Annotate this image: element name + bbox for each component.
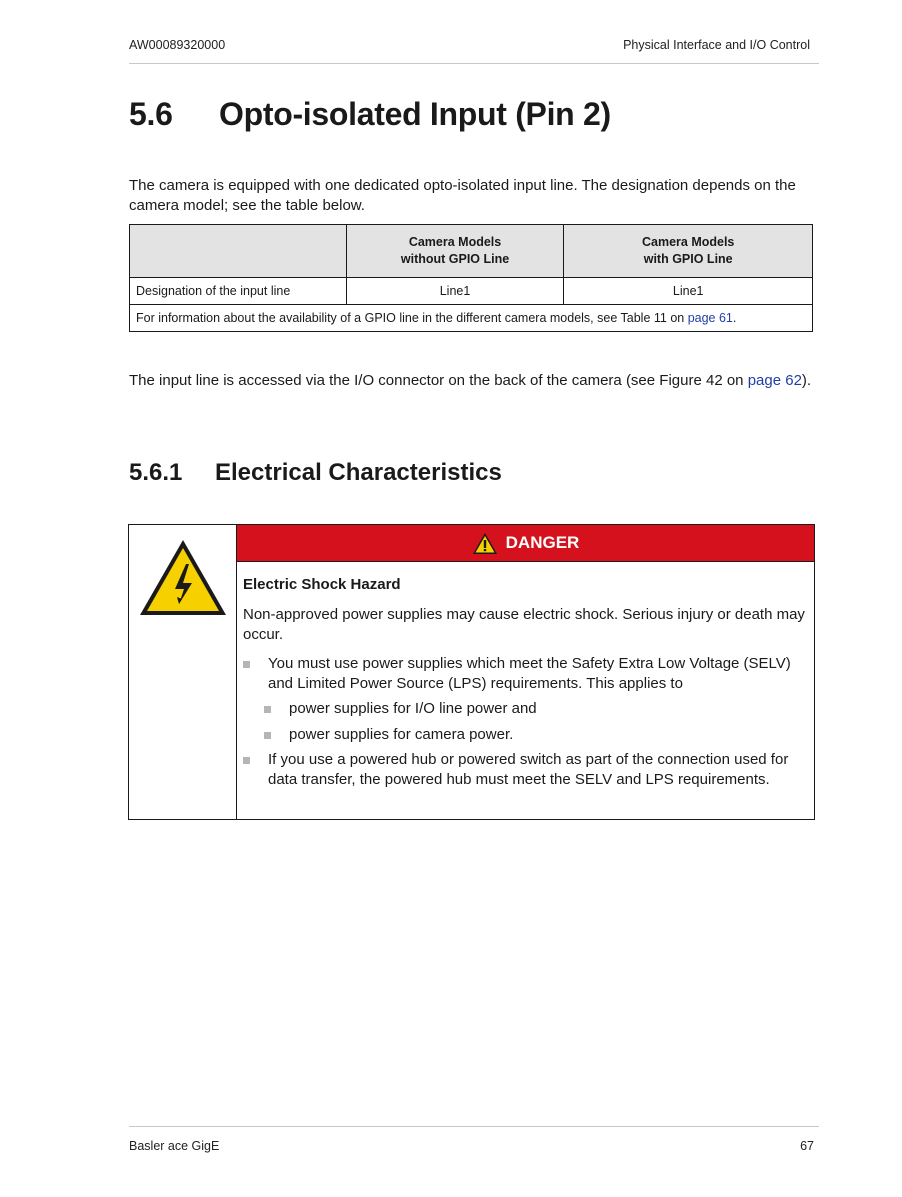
danger-title: Electric Shock Hazard — [243, 576, 401, 593]
danger-icon-column — [129, 525, 237, 819]
warning-triangle-icon — [472, 532, 498, 555]
table-cell-without-gpio: Line1 — [346, 278, 564, 305]
table-header-with-gpio — [564, 225, 813, 278]
footer-product: Basler ace GigE — [129, 1139, 220, 1153]
danger-bullet-2: If you use a powered hub or powered switch as part of the connection used for data transfer, the powered hub must meet the SELV and LPS requirements. — [268, 751, 789, 788]
table-header-row — [130, 225, 813, 278]
danger-bar — [237, 525, 814, 562]
danger-notice — [128, 524, 815, 820]
table-header-without-gpio-line2: without GPIO Line — [400, 252, 510, 266]
bullet-marker — [243, 661, 250, 668]
bullet-marker — [243, 757, 250, 764]
table-row — [130, 278, 813, 305]
table-header-with-gpio-line1: Camera Models — [641, 235, 735, 249]
footer-page-number: 67 — [800, 1139, 814, 1153]
table-header-with-gpio-line2: with GPIO Line — [643, 252, 733, 266]
header-doc-id: AW00089320000 — [129, 38, 226, 52]
access-paragraph-text: The input line is accessed via the I/O connector on the back of the camera (see Figure 42 on — [129, 372, 748, 389]
designation-table — [129, 224, 813, 332]
table-header-without-gpio — [346, 225, 564, 278]
header-rule — [129, 63, 819, 64]
danger-subbullet-2: power supplies for camera power. — [289, 726, 514, 743]
header-chapter: Physical Interface and I/O Control — [623, 38, 810, 52]
subsection-heading — [129, 459, 502, 487]
electric-shock-warning-icon — [137, 537, 229, 619]
section-title: Opto-isolated Input (Pin 2) — [219, 96, 611, 132]
footer-rule — [129, 1126, 819, 1127]
bullet-marker — [264, 706, 271, 713]
table-header-empty — [130, 225, 347, 278]
section-heading — [129, 96, 611, 133]
table-cell-with-gpio: Line1 — [564, 278, 813, 305]
table-note-row — [130, 305, 813, 332]
access-paragraph — [129, 371, 819, 391]
table-note-link[interactable]: page 61 — [687, 311, 733, 325]
subsection-number: 5.6.1 — [129, 459, 183, 486]
table-row-label: Designation of the input line — [130, 278, 347, 305]
danger-text: Non-approved power supplies may cause electric shock. Serious injury or death may occur. — [243, 606, 805, 643]
access-paragraph-link[interactable]: page 62 — [747, 372, 802, 389]
access-paragraph-end: ). — [801, 372, 812, 389]
intro-paragraph: The camera is equipped with one dedicated opto-isolated input line. The designation depends on the camera model; see the table below. — [129, 177, 796, 214]
section-number: 5.6 — [129, 96, 173, 132]
danger-label: DANGER — [505, 533, 580, 552]
danger-bullet-1: You must use power supplies which meet the Safety Extra Low Voltage (SELV) and Limited Power Source (LPS) requirements. This applies to — [268, 655, 791, 692]
table-note — [130, 305, 813, 332]
table-header-without-gpio-line1: Camera Models — [408, 235, 502, 249]
danger-subbullet-1: power supplies for I/O line power and — [289, 700, 537, 717]
subsection-title: Electrical Characteristics — [215, 459, 502, 486]
table-note-text: For information about the availability of a GPIO line in the different camera models, see Table 11 on — [136, 311, 688, 325]
bullet-marker — [264, 732, 271, 739]
table-note-end: . — [732, 311, 737, 325]
